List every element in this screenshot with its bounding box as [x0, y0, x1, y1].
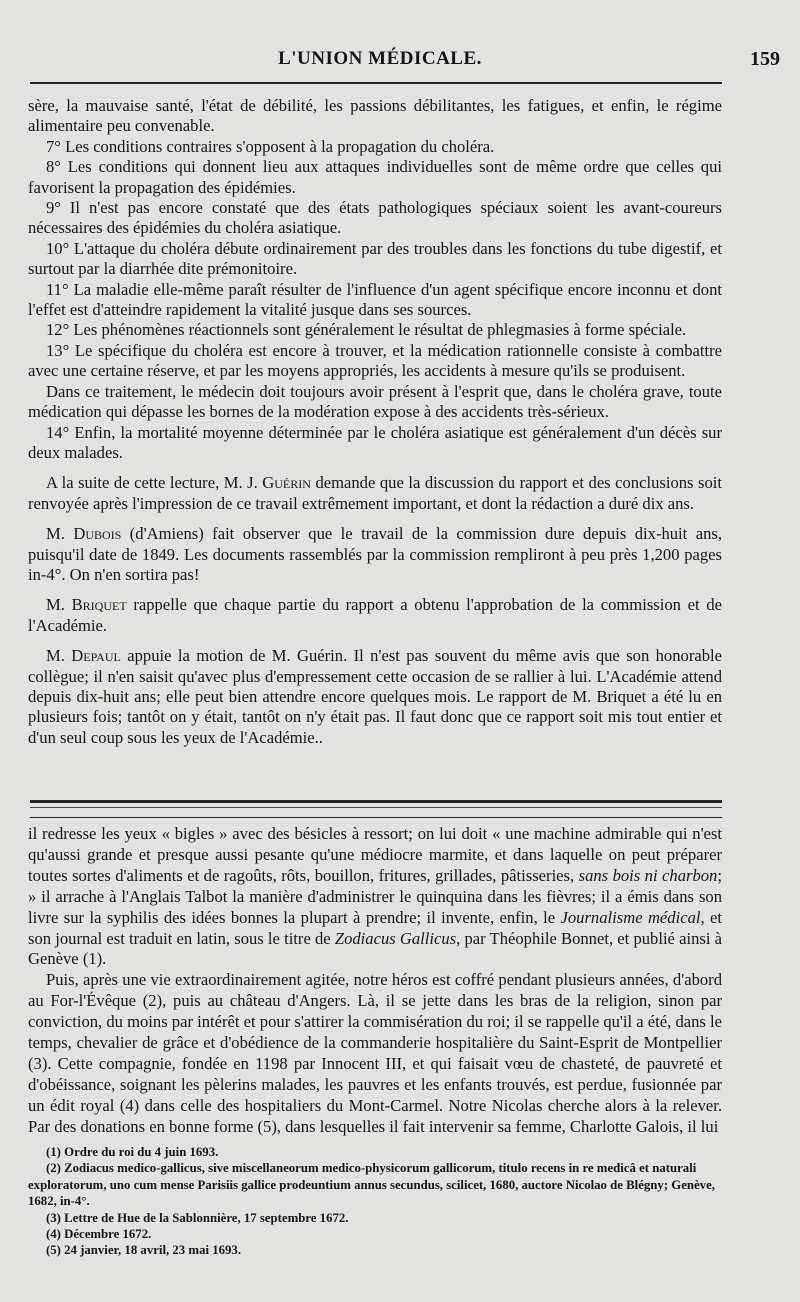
briquet-paragraph: [28, 595, 722, 636]
speaker-name: Briquet: [71, 595, 127, 615]
text-run: M.: [46, 524, 74, 544]
page-number: 159: [750, 48, 780, 70]
conclusion-7: 7° Les conditions contraires s'opposent à la propagation du choléra.: [46, 136, 495, 156]
guerin-paragraph: [28, 473, 722, 514]
footnote: (2) Zodiacus medico-gallicus, sive miscellaneorum medico-physicorum gallicorum, titulo recens in re medicâ et naturali exploratorum, uno cum mense Parisiis gallice prodeuntium annus secundus, scilicet, 1680, auctore Nicolao de Blégny; Genève, 1682, in-4°.: [28, 1161, 715, 1209]
italic-run: Journalisme médical: [560, 907, 701, 927]
feuilleton-paragraph: Puis, après une vie extraordinairement agitée, notre héros est coffré pendant plusieurs années, d'abord au For-l'Évêque (2), puis au château d'Angers. Là, il se jette dans les bras de la religion, sinon par conviction, du moins par intérêt et pour s'attirer la commisération du roi; il se rappelle qu'il a été, dans le temps, chevalier de grâce et d'obédience de la commanderie hospitalière du Saint-Esprit de Montpellier (3). Cette compagnie, fondée en 1198 par Innocent III, et qui faisait vœu de chasteté, de pauvreté et d'obéissance, soignant les pèlerins malades, les pauvres et les enfants trouvés, est perdue, fusionnée par un édit royal (4) dans celle des hospitaliers du Mont-Carmel. Notre Nicolas cherche alors à la relever. Par des donations en bonne forme (5), dans lesquelles il fait intervenir sa femme, Charlotte Galois, il lui: [28, 970, 722, 1136]
conclusion-12: 12° Les phénomènes réactionnels sont généralement le résultat de phlegmasies à forme spéciale.: [46, 320, 687, 340]
depaul-paragraph: [28, 646, 722, 748]
footnote: (5) 24 janvier, 18 avril, 23 mai 1693.: [46, 1243, 242, 1258]
running-header: [30, 48, 780, 74]
upper-section: [28, 96, 722, 748]
text-run: M.: [46, 646, 72, 666]
feuilleton-paragraph: [28, 824, 722, 970]
text-run: ; » il arrache à l'Anglais Talbot la manière d'administrer le quinquina dans les fièvres; il a émis dans son livre sur la syphilis des idées bonnes la plupart à prendre; il invente, enfin, le: [28, 865, 722, 927]
text-run: A la suite de cette lecture, M. J.: [46, 473, 263, 493]
journal-title: L'UNION MÉDICALE.: [278, 48, 482, 69]
footnote: (1) Ordre du roi du 4 juin 1693.: [46, 1145, 219, 1159]
conclusion-13: 13° Le spécifique du choléra est encore à trouver, et la médication rationnelle consiste à combattre avec une certaine réserve, et par les moyens appropriés, les accidents à mesure qu'ils se produisent.: [28, 340, 722, 381]
text-run: rappelle que chaque partie du rapport a obtenu l'approbation de la commission et de l'Académie.: [28, 595, 722, 635]
conclusion-9: 9° Il n'est pas encore constaté que des états pathologiques spéciaux soient les avant-coureurs nécessaires des épidémies du choléra asiatique.: [28, 198, 722, 238]
paragraph: sère, la mauvaise santé, l'état de débilité, les passions débilitantes, les fatigues, et enfin, le régime alimentaire peu convenable.: [28, 96, 722, 136]
conclusion-8: 8° Les conditions qui donnent lieu aux attaques individuelles sont de même ordre que celles qui favorisent la propagation des épidémies.: [28, 157, 722, 197]
conclusion-14: 14° Enfin, la mortalité moyenne déterminée par le choléra asiatique est généralement d'un décès sur deux malades.: [28, 422, 722, 462]
feuilleton-section: [28, 824, 722, 1138]
text-run: (d'Amiens) fait observer que le travail de la commission dure depuis dix-huit ans, puisqu'il date de 1849. Les documents rassemblés par la commission rempliront à peu près 1,200 pages in-4°. On n'en sortira pas!: [28, 524, 722, 584]
text-run: M.: [46, 595, 72, 615]
speaker-name: Guérin: [262, 473, 311, 493]
text-run: demande que la discussion du rapport et des conclusions soit renvoyée après l'impression de ce travail extrêmement important, et dont la rédaction a duré dix ans.: [28, 473, 722, 513]
header-rule: [30, 82, 722, 84]
speaker-name: Dubois: [73, 524, 122, 544]
dubois-paragraph: [28, 524, 722, 585]
conclusion-11: 11° La maladie elle-même paraît résulter de l'influence d'un agent spécifique encore inconnu et dont l'effet est d'atteindre rapidement la vitalité jusque dans ses sources.: [28, 279, 722, 320]
footnote: (4) Décembre 1672.: [46, 1227, 152, 1242]
divider-inner-line: [30, 807, 722, 808]
italic-run: Zodiacus Gallicus: [334, 928, 457, 948]
speaker-name: Depaul: [71, 646, 121, 666]
footnote: (3) Lettre de Hue de la Sablonnière, 17 septembre 1672.: [46, 1210, 349, 1225]
italic-run: sans bois ni charbon: [578, 865, 718, 885]
text-run: , et son journal est traduit en latin, sous le titre de: [28, 907, 723, 948]
conclusion-10: 10° L'attaque du choléra débute ordinairement par des troubles dans les fonctions du tube digestif, et surtout par la diarrhée dite prémonitoire.: [28, 238, 722, 279]
section-divider: [30, 800, 722, 818]
text-run: , par Théophile Bonnet, et publié ainsi à Genève (1).: [28, 928, 723, 969]
footnotes: [28, 1144, 722, 1259]
text-run: il redresse les yeux « bigles » avec des bésicles à ressort; on lui doit « une machine admirable qui n'est qu'aussi grande et presque aussi pesante qu'une médiocre marmite, et dans laquelle on peut préparer toutes sortes d'aliments et de ragoûts, rôts, bouillon, fritures, grillades, pâtisseries,: [28, 824, 722, 885]
paragraph-treatment: Dans ce traitement, le médecin doit toujours avoir présent à l'esprit que, dans le choléra grave, toute médication qui dépasse les bornes de la modération expose à des accidents très-sérieux.: [28, 381, 722, 422]
text-run: appuie la motion de M. Guérin. Il n'est pas souvent du même avis que son honorable collègue; il n'en saisit qu'avec plus d'empressement cette occasion de se rallier à lui. L'Académie attend depuis dix-huit ans; elle peut bien attendre encore quelques mois. Le rapport de M. Briquet a été lu en plusieurs fois; tantôt on y était, tantôt on n'y était pas. Il faut donc que ce rapport soit mis tout entier et d'un seul coup sous les yeux de l'Académie..: [28, 646, 722, 747]
